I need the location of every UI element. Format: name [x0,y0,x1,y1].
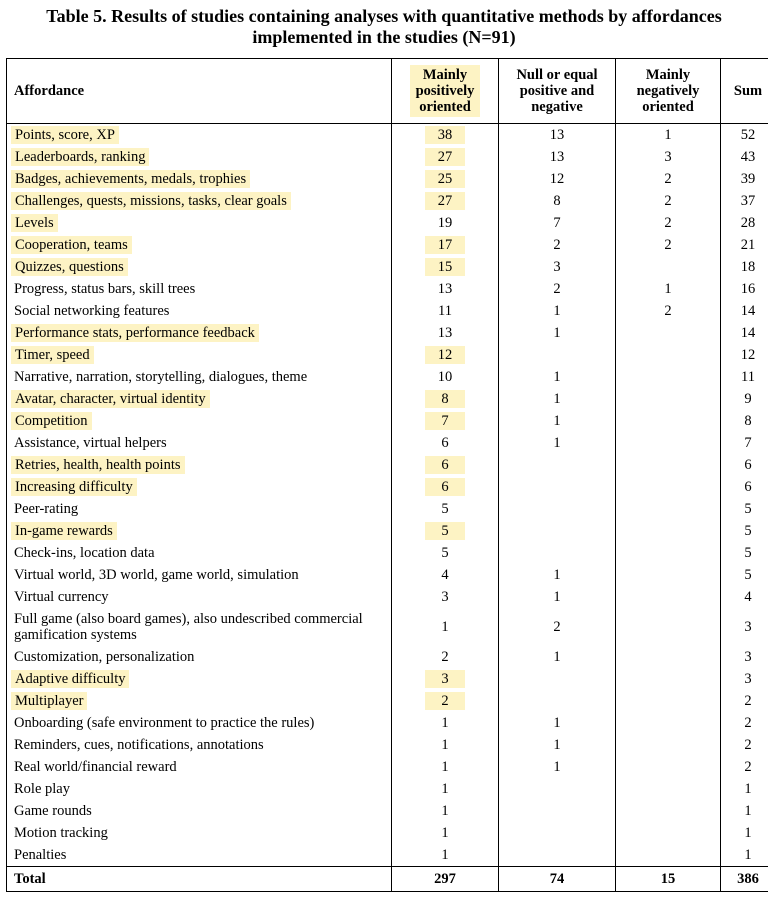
positive-cell [392,564,499,586]
table-row [7,668,768,690]
positive-cell [392,344,499,366]
negative-cell [616,454,721,476]
null-cell: 1 [499,410,616,432]
table-row [7,432,768,454]
affordance-cell [7,668,392,690]
sum-cell: 14 [721,322,768,344]
affordance-label: Assistance, virtual helpers [14,435,167,451]
positive-cell [392,668,499,690]
sum-cell: 4 [721,586,768,608]
sum-cell: 52 [721,124,768,147]
affordance-cell [7,146,392,168]
affordance-label: Points, score, XP [11,126,119,144]
positive-cell [392,822,499,844]
null-cell: 1 [499,366,616,388]
positive-value: 11 [438,303,452,319]
table-row [7,212,768,234]
positive-cell [392,168,499,190]
null-cell [499,498,616,520]
affordance-label: Onboarding (safe environment to practice the rules) [14,715,315,731]
positive-value: 1 [441,759,449,775]
affordance-label: Game rounds [14,803,92,819]
affordance-cell [7,564,392,586]
negative-cell [616,608,721,646]
affordance-cell [7,712,392,734]
table-row [7,124,768,147]
affordance-label: Retries, health, health points [11,456,185,474]
positive-value: 5 [441,501,449,517]
positive-value: 6 [425,456,465,474]
sum-cell: 9 [721,388,768,410]
sum-cell: 1 [721,800,768,822]
table-row [7,542,768,564]
null-cell [499,476,616,498]
sum-cell: 1 [721,844,768,867]
affordance-cell [7,646,392,668]
header-negative-line-3: oriented [642,99,694,115]
positive-value: 2 [425,692,465,710]
negative-cell: 3 [616,146,721,168]
negative-cell: 2 [616,234,721,256]
negative-cell [616,756,721,778]
affordance-label: Motion tracking [14,825,108,841]
positive-cell [392,432,499,454]
positive-value: 13 [437,281,453,297]
positive-cell [392,234,499,256]
positive-value: 7 [425,412,465,430]
total-sum: 386 [721,867,768,892]
affordance-cell [7,454,392,476]
positive-value: 5 [441,545,449,561]
table-row [7,366,768,388]
positive-cell [392,608,499,646]
positive-value: 1 [441,825,449,841]
affordance-label: Real world/financial reward [14,759,177,775]
positive-value: 38 [425,126,465,144]
affordance-label: Badges, achievements, medals, trophies [11,170,250,188]
table-row [7,690,768,712]
null-cell: 1 [499,734,616,756]
positive-cell [392,256,499,278]
affordance-cell [7,300,392,322]
positive-cell [392,520,499,542]
total-positive: 297 [392,867,499,892]
affordance-label: Role play [14,781,70,797]
null-cell [499,668,616,690]
affordance-label: Avatar, character, virtual identity [11,390,210,408]
sum-cell: 21 [721,234,768,256]
negative-cell: 2 [616,168,721,190]
positive-cell [392,146,499,168]
affordance-label: Virtual currency [14,589,109,605]
affordance-cell [7,388,392,410]
negative-cell [616,344,721,366]
affordance-label: Leaderboards, ranking [11,148,149,166]
positive-value: 12 [425,346,465,364]
positive-value: 5 [425,522,465,540]
negative-cell [616,712,721,734]
null-cell [499,542,616,564]
null-cell [499,822,616,844]
null-cell: 8 [499,190,616,212]
affordance-cell [7,756,392,778]
table-row [7,734,768,756]
positive-value: 1 [441,781,449,797]
null-cell: 1 [499,756,616,778]
negative-cell [616,822,721,844]
null-cell [499,844,616,867]
affordance-label: Competition [11,412,92,430]
positive-cell [392,278,499,300]
negative-cell [616,734,721,756]
positive-value: 1 [441,803,449,819]
table-row [7,646,768,668]
positive-value: 1 [441,737,449,753]
null-cell: 2 [499,278,616,300]
negative-cell [616,322,721,344]
positive-cell [392,712,499,734]
positive-cell [392,778,499,800]
sum-cell: 11 [721,366,768,388]
affordance-label: Increasing difficulty [11,478,137,496]
null-cell [499,520,616,542]
sum-cell: 43 [721,146,768,168]
affordance-label: Quizzes, questions [11,258,128,276]
positive-cell [392,410,499,432]
header-positive-highlight [410,65,481,117]
table-row [7,300,768,322]
table-row [7,712,768,734]
affordance-cell [7,778,392,800]
affordance-cell [7,256,392,278]
table-row [7,168,768,190]
table-row [7,322,768,344]
affordance-label: Progress, status bars, skill trees [14,281,196,297]
positive-value: 10 [437,369,453,385]
sum-cell: 37 [721,190,768,212]
negative-cell [616,844,721,867]
total-row [7,867,768,892]
affordance-cell [7,844,392,867]
null-cell: 2 [499,234,616,256]
affordance-label: In-game rewards [11,522,117,540]
table-row [7,520,768,542]
affordance-cell [7,432,392,454]
affordance-label: Challenges, quests, missions, tasks, clear goals [11,192,291,210]
sum-cell: 28 [721,212,768,234]
negative-cell [616,646,721,668]
sum-cell: 5 [721,498,768,520]
affordance-cell [7,822,392,844]
positive-cell [392,124,499,147]
affordance-cell [7,690,392,712]
negative-cell [616,476,721,498]
null-cell [499,454,616,476]
header-negative [616,59,721,124]
null-cell: 1 [499,388,616,410]
sum-cell: 14 [721,300,768,322]
positive-cell [392,212,499,234]
negative-cell [616,542,721,564]
sum-cell: 3 [721,608,768,646]
null-cell: 1 [499,300,616,322]
affordance-label: Social networking features [14,303,170,319]
sum-cell: 6 [721,454,768,476]
affordance-label: Performance stats, performance feedback [11,324,259,342]
null-cell: 1 [499,564,616,586]
table-row [7,498,768,520]
sum-cell: 1 [721,778,768,800]
header-null-line-1: Null or equal [516,67,598,83]
null-cell: 1 [499,712,616,734]
positive-cell [392,366,499,388]
table-row [7,410,768,432]
null-cell: 1 [499,646,616,668]
positive-value: 6 [425,478,465,496]
affordance-cell [7,800,392,822]
null-cell: 1 [499,432,616,454]
positive-value: 25 [425,170,465,188]
positive-cell [392,734,499,756]
null-cell: 2 [499,608,616,646]
header-positive [392,59,499,124]
sum-cell: 3 [721,668,768,690]
negative-cell [616,410,721,432]
sum-cell: 3 [721,646,768,668]
null-cell: 3 [499,256,616,278]
table-row [7,476,768,498]
negative-cell: 2 [616,190,721,212]
null-cell: 12 [499,168,616,190]
table-row [7,256,768,278]
table-row [7,146,768,168]
header-positive-line-1: Mainly [422,67,468,83]
null-cell: 7 [499,212,616,234]
header-positive-line-2: positively [415,83,475,99]
positive-cell [392,542,499,564]
sum-cell: 7 [721,432,768,454]
negative-cell [616,690,721,712]
affordance-cell [7,520,392,542]
header-null-line-3: negative [531,99,583,115]
negative-cell: 2 [616,212,721,234]
header-null [499,59,616,124]
positive-value: 3 [425,670,465,688]
table-row [7,844,768,867]
negative-cell: 2 [616,300,721,322]
header-null-line-2: positive and [519,83,595,99]
affordance-label: Reminders, cues, notifications, annotations [14,737,264,753]
affordance-label: Penalties [14,847,67,863]
affordance-cell [7,734,392,756]
positive-value: 2 [441,649,449,665]
positive-value: 19 [437,215,453,231]
negative-cell [616,432,721,454]
positive-cell [392,690,499,712]
positive-cell [392,454,499,476]
sum-cell: 12 [721,344,768,366]
affordance-label: Customization, personalization [14,649,195,665]
affordance-cell [7,190,392,212]
sum-cell: 8 [721,410,768,432]
sum-cell: 5 [721,520,768,542]
affordance-cell [7,366,392,388]
caption-line-2: implemented in the studies (N=91) [252,27,516,47]
sum-cell: 2 [721,756,768,778]
positive-value: 15 [425,258,465,276]
negative-cell [616,800,721,822]
affordance-label: Narrative, narration, storytelling, dialogues, theme [14,369,308,385]
affordance-label: Peer-rating [14,501,79,517]
affordance-cell [7,586,392,608]
affordance-label: Check-ins, location data [14,545,155,561]
affordance-cell [7,498,392,520]
negative-cell [616,388,721,410]
table-row [7,586,768,608]
affordance-label: Multiplayer [11,692,87,710]
sum-cell: 39 [721,168,768,190]
header-negative-line-1: Mainly [645,67,691,83]
positive-cell [392,756,499,778]
table-caption [0,0,768,48]
affordance-cell [7,476,392,498]
positive-value: 27 [425,148,465,166]
header-row [7,59,768,124]
positive-value: 3 [441,589,449,605]
positive-value: 6 [441,435,449,451]
negative-cell [616,256,721,278]
null-cell: 1 [499,322,616,344]
table-row [7,564,768,586]
positive-cell [392,498,499,520]
table-row [7,608,768,646]
table-row [7,756,768,778]
positive-value: 17 [425,236,465,254]
null-cell [499,778,616,800]
affordance-cell [7,322,392,344]
affordance-cell [7,234,392,256]
sum-cell: 1 [721,822,768,844]
affordance-cell [7,410,392,432]
positive-cell [392,844,499,867]
total-label: Total [7,867,392,892]
affordance-cell [7,212,392,234]
null-cell: 13 [499,146,616,168]
affordance-label: Timer, speed [11,346,94,364]
table-row [7,454,768,476]
table-row [7,278,768,300]
positive-value: 4 [441,567,449,583]
sum-cell: 2 [721,734,768,756]
positive-cell [392,322,499,344]
null-cell [499,690,616,712]
negative-cell [616,564,721,586]
table-row [7,822,768,844]
total-negative: 15 [616,867,721,892]
affordance-label: Adaptive difficulty [11,670,129,688]
sum-cell: 6 [721,476,768,498]
results-table [6,58,768,892]
negative-cell [616,520,721,542]
affordance-cell [7,168,392,190]
affordance-label: Virtual world, 3D world, game world, simulation [14,567,299,583]
sum-cell: 2 [721,690,768,712]
positive-cell [392,646,499,668]
positive-value: 1 [441,715,449,731]
positive-cell [392,476,499,498]
table-row [7,800,768,822]
positive-value: 13 [437,325,453,341]
negative-cell [616,778,721,800]
negative-cell [616,586,721,608]
affordance-cell [7,344,392,366]
positive-value: 1 [441,847,449,863]
sum-cell: 16 [721,278,768,300]
positive-cell [392,388,499,410]
positive-cell [392,800,499,822]
affordance-cell [7,608,392,646]
null-cell: 1 [499,586,616,608]
negative-cell [616,498,721,520]
sum-cell: 2 [721,712,768,734]
negative-cell [616,668,721,690]
positive-cell [392,190,499,212]
affordance-cell [7,278,392,300]
total-null: 74 [499,867,616,892]
header-sum: Sum [721,59,768,124]
affordance-label: Levels [11,214,58,232]
table-row [7,778,768,800]
null-cell [499,800,616,822]
affordance-cell [7,124,392,147]
affordance-label: Cooperation, teams [11,236,132,254]
negative-cell: 1 [616,278,721,300]
null-cell [499,344,616,366]
header-positive-line-3: oriented [419,99,471,115]
table-row [7,344,768,366]
header-affordance: Affordance [7,59,392,124]
sum-cell: 18 [721,256,768,278]
positive-cell [392,586,499,608]
table-row [7,388,768,410]
sum-cell: 5 [721,542,768,564]
negative-cell [616,366,721,388]
positive-value: 1 [441,619,449,635]
negative-cell: 1 [616,124,721,147]
header-negative-line-2: negatively [636,83,700,99]
null-cell: 13 [499,124,616,147]
table-row [7,190,768,212]
positive-value: 27 [425,192,465,210]
affordance-label: Full game (also board games), also undescribed commercial gamification systems [14,611,363,643]
positive-cell [392,300,499,322]
table-body [7,124,768,867]
table-row [7,234,768,256]
affordance-cell [7,542,392,564]
positive-value: 8 [425,390,465,408]
sum-cell: 5 [721,564,768,586]
caption-line-1: Table 5. Results of studies containing analyses with quantitative methods by affordances [46,6,722,26]
